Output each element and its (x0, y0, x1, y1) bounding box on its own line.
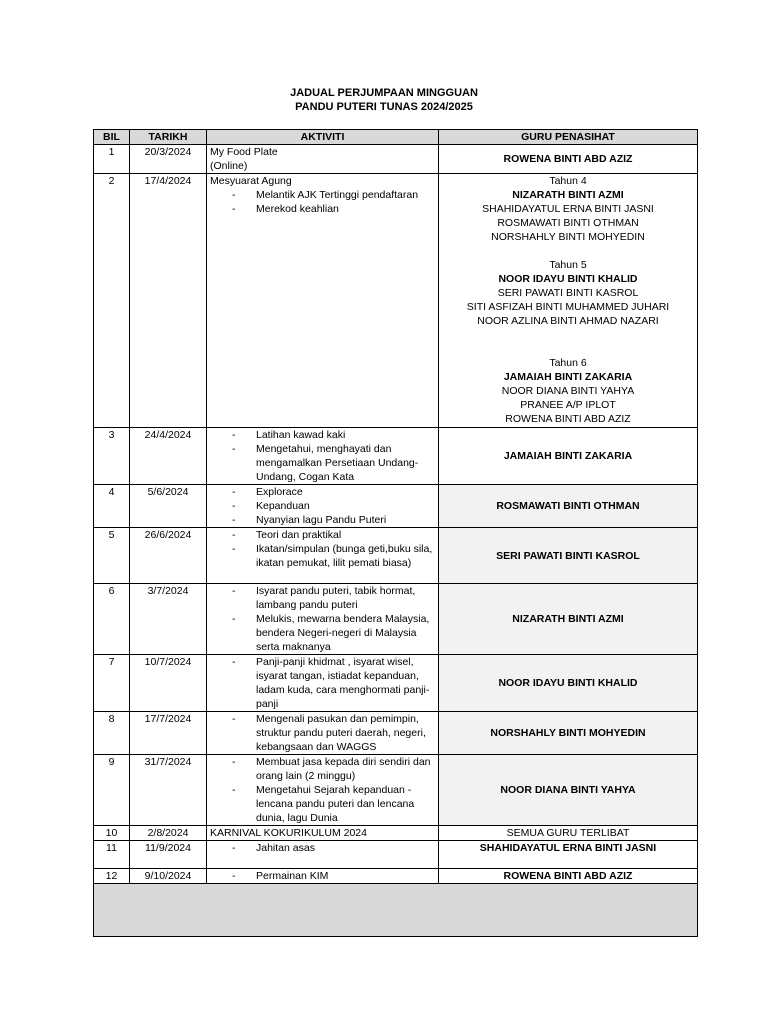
activity-item-text: Panji-panji khidmat , isyarat wisel, isyarat tangan, istiadat kepanduan, ladam kuda, cara menghormati panji-panji (256, 656, 430, 710)
cell-aktiviti (207, 841, 439, 869)
column-header-guru-penasihat: GURU PENASIHAT (439, 130, 698, 145)
activity-item-text: Ikatan/simpulan (bunga geti,buku sila, ikatan pemukat, lilit pemati biasa) (256, 543, 433, 569)
group-year: Tahun 5 (549, 259, 587, 271)
list-item (210, 584, 435, 612)
activity-item-text: Mengetahui, menghayati dan mengamalkan Persetiaan Undang-Undang, Cogan Kata (256, 443, 419, 483)
cell-guru-penasihat (439, 174, 698, 428)
cell-aktiviti (207, 528, 439, 584)
cell-aktiviti (207, 485, 439, 528)
table-row (94, 485, 698, 528)
cell-tarikh: 11/9/2024 (130, 841, 207, 869)
dash-bullet-icon: - (232, 543, 236, 555)
group-lead-advisor: JAMAIAH BINTI ZAKARIA (503, 371, 633, 383)
cell-guru-penasihat (439, 145, 698, 174)
group-lead-advisor: NIZARATH BINTI AZMI (512, 189, 624, 201)
list-item (210, 528, 435, 542)
activity-title: (Online) (210, 160, 248, 172)
activity-title: My Food Plate (210, 146, 278, 158)
group-spacer (442, 244, 694, 258)
activity-list (210, 655, 435, 711)
advisor-group (442, 244, 694, 328)
cell-bil: 3 (94, 428, 130, 485)
list-item (210, 712, 435, 754)
dash-bullet-icon: - (232, 514, 236, 526)
dash-bullet-icon: - (232, 443, 236, 455)
list-item (210, 783, 435, 825)
table-row (94, 655, 698, 712)
column-header-tarikh: TARIKH (130, 130, 207, 145)
cell-guru-penasihat (439, 755, 698, 826)
schedule-body (94, 145, 698, 884)
group-member-advisor: NORSHAHLY BINTI MOHYEDIN (491, 231, 645, 243)
list-item (210, 542, 435, 570)
cell-guru-penasihat (439, 528, 698, 584)
cell-tarikh: 26/6/2024 (130, 528, 207, 584)
table-row (94, 584, 698, 655)
table-row (94, 841, 698, 869)
cell-bil: 10 (94, 826, 130, 841)
cell-aktiviti (207, 145, 439, 174)
dash-bullet-icon: - (232, 656, 236, 668)
activity-item-text: Melukis, mewarna bendera Malaysia, bendera Negeri-negeri di Malaysia serta maknanya (256, 613, 430, 653)
cell-aktiviti (207, 584, 439, 655)
cell-guru-penasihat (439, 485, 698, 528)
list-item (210, 612, 435, 654)
list-item (210, 499, 435, 513)
advisor-group (442, 328, 694, 426)
cell-bil: 12 (94, 869, 130, 884)
group-spacer (442, 328, 694, 356)
cell-bil: 8 (94, 712, 130, 755)
table-row (94, 528, 698, 584)
cell-aktiviti (207, 712, 439, 755)
table-row (94, 145, 698, 174)
cell-aktiviti (207, 869, 439, 884)
table-header-row (94, 130, 698, 145)
activity-list (210, 841, 435, 855)
column-header-bil: BIL (94, 130, 130, 145)
activity-list (210, 712, 435, 754)
activity-item-text: Latihan kawad kaki (256, 429, 346, 441)
cell-bil: 9 (94, 755, 130, 826)
advisor-name: ROSMAWATI BINTI OTHMAN (496, 500, 640, 512)
activity-item-text: Mengetahui Sejarah kepanduan - lencana pandu puteri dan lencana dunia, lagu Dunia (256, 784, 415, 824)
activity-item-text: Merekod keahlian (256, 203, 339, 215)
cell-bil: 5 (94, 528, 130, 584)
advisor-name: SEMUA GURU TERLIBAT (506, 827, 630, 839)
document-subtitle: PANDU PUTERI TUNAS 2024/2025 (295, 101, 473, 113)
list-item (210, 869, 435, 883)
cell-tarikh: 17/4/2024 (130, 174, 207, 428)
activity-list (210, 485, 435, 527)
cell-bil: 4 (94, 485, 130, 528)
activity-item-text: Isyarat pandu puteri, tabik hormat, lambang pandu puteri (256, 585, 416, 611)
group-year: Tahun 6 (549, 357, 587, 369)
cell-bil: 7 (94, 655, 130, 712)
cell-tarikh: 10/7/2024 (130, 655, 207, 712)
activity-title: KARNIVAL KOKURIKULUM 2024 (210, 827, 367, 839)
activity-list (210, 755, 435, 825)
document-title: JADUAL PERJUMPAAN MINGGUAN (290, 87, 478, 99)
cell-tarikh: 24/4/2024 (130, 428, 207, 485)
table-row (94, 826, 698, 841)
cell-guru-penasihat (439, 869, 698, 884)
dash-bullet-icon: - (232, 870, 236, 882)
cell-guru-penasihat (439, 841, 698, 869)
dash-bullet-icon: - (232, 529, 236, 541)
dash-bullet-icon: - (232, 784, 236, 796)
list-item (210, 442, 435, 484)
list-item (210, 755, 435, 783)
table-row (94, 428, 698, 485)
list-item (210, 188, 435, 202)
group-member-advisor: SERI PAWATI BINTI KASROL (497, 287, 639, 299)
activity-item-text: Mengenali pasukan dan pemimpin, struktur pandu puteri daerah, negeri, kebangsaan dan WAGGS (256, 713, 426, 753)
group-member-advisor: ROWENA BINTI ABD AZIZ (505, 413, 631, 425)
document-header (0, 86, 768, 114)
advisor-name: ROWENA BINTI ABD AZIZ (503, 870, 633, 882)
list-item (210, 485, 435, 499)
table-row (94, 712, 698, 755)
list-item (210, 513, 435, 527)
activity-item-text: Melantik AJK Tertinggi pendaftaran (256, 189, 419, 201)
group-lead-advisor: NOOR IDAYU BINTI KHALID (498, 273, 638, 285)
dash-bullet-icon: - (232, 613, 236, 625)
advisor-name: NIZARATH BINTI AZMI (512, 613, 624, 625)
advisor-name: NOOR DIANA BINTI YAHYA (500, 784, 636, 796)
group-member-advisor: PRANEE A/P IPLOT (520, 399, 616, 411)
table-row (94, 755, 698, 826)
cell-bil: 6 (94, 584, 130, 655)
dash-bullet-icon: - (232, 842, 236, 854)
column-header-aktiviti: AKTIVITI (207, 130, 439, 145)
cell-guru-penasihat (439, 584, 698, 655)
advisor-name: NORSHAHLY BINTI MOHYEDIN (490, 727, 646, 739)
cell-tarikh: 31/7/2024 (130, 755, 207, 826)
cell-aktiviti (207, 655, 439, 712)
dash-bullet-icon: - (232, 429, 236, 441)
activity-item-text: Kepanduan (256, 500, 310, 512)
advisor-name: ROWENA BINTI ABD AZIZ (503, 153, 633, 165)
activity-list (210, 528, 435, 570)
table-row (94, 869, 698, 884)
dash-bullet-icon: - (232, 500, 236, 512)
group-member-advisor: NOOR AZLINA BINTI AHMAD NAZARI (477, 315, 659, 327)
cell-tarikh: 3/7/2024 (130, 584, 207, 655)
group-member-advisor: SITI ASFIZAH BINTI MUHAMMED JUHARI (466, 301, 670, 313)
cell-guru-penasihat (439, 826, 698, 841)
activity-item-text: Teori dan praktikal (256, 529, 342, 541)
advisor-name: SHAHIDAYATUL ERNA BINTI JASNI (479, 842, 657, 854)
activity-list (210, 188, 435, 216)
table-footer-row (94, 884, 698, 937)
dash-bullet-icon: - (232, 189, 236, 201)
table-footer-cell (94, 884, 698, 937)
cell-bil: 11 (94, 841, 130, 869)
list-item (210, 841, 435, 855)
cell-tarikh: 17/7/2024 (130, 712, 207, 755)
advisor-group (442, 174, 694, 244)
cell-aktiviti (207, 174, 439, 428)
cell-aktiviti (207, 826, 439, 841)
cell-tarikh: 9/10/2024 (130, 869, 207, 884)
activity-list (210, 584, 435, 654)
activity-item-text: Membuat jasa kepada diri sendiri dan orang lain (2 minggu) (256, 756, 431, 782)
cell-bil: 2 (94, 174, 130, 428)
table-row (94, 174, 698, 428)
activity-item-text: Explorace (256, 486, 303, 498)
dash-bullet-icon: - (232, 713, 236, 725)
cell-tarikh: 5/6/2024 (130, 485, 207, 528)
advisor-name: NOOR IDAYU BINTI KHALID (498, 677, 638, 689)
group-member-advisor: ROSMAWATI BINTI OTHMAN (497, 217, 639, 229)
advisor-name: JAMAIAH BINTI ZAKARIA (503, 450, 633, 462)
cell-guru-penasihat (439, 712, 698, 755)
list-item (210, 655, 435, 711)
group-member-advisor: SHAHIDAYATUL ERNA BINTI JASNI (482, 203, 654, 215)
dash-bullet-icon: - (232, 203, 236, 215)
list-item (210, 428, 435, 442)
activity-item-text: Jahitan asas (256, 842, 315, 854)
activity-title: Mesyuarat Agung (210, 175, 292, 187)
group-year: Tahun 4 (549, 175, 587, 187)
cell-aktiviti (207, 755, 439, 826)
activity-item-text: Permainan KIM (256, 870, 329, 882)
activity-list (210, 428, 435, 484)
cell-guru-penasihat (439, 428, 698, 485)
cell-guru-penasihat (439, 655, 698, 712)
cell-aktiviti (207, 428, 439, 485)
activity-item-text: Nyanyian lagu Pandu Puteri (256, 514, 387, 526)
group-member-advisor: NOOR DIANA BINTI YAHYA (501, 385, 635, 397)
activity-list (210, 869, 435, 883)
dash-bullet-icon: - (232, 756, 236, 768)
dash-bullet-icon: - (232, 486, 236, 498)
advisor-name: SERI PAWATI BINTI KASROL (496, 549, 640, 562)
cell-tarikh: 20/3/2024 (130, 145, 207, 174)
schedule-table (93, 129, 698, 937)
list-item (210, 202, 435, 216)
dash-bullet-icon: - (232, 585, 236, 597)
cell-bil: 1 (94, 145, 130, 174)
cell-tarikh: 2/8/2024 (130, 826, 207, 841)
